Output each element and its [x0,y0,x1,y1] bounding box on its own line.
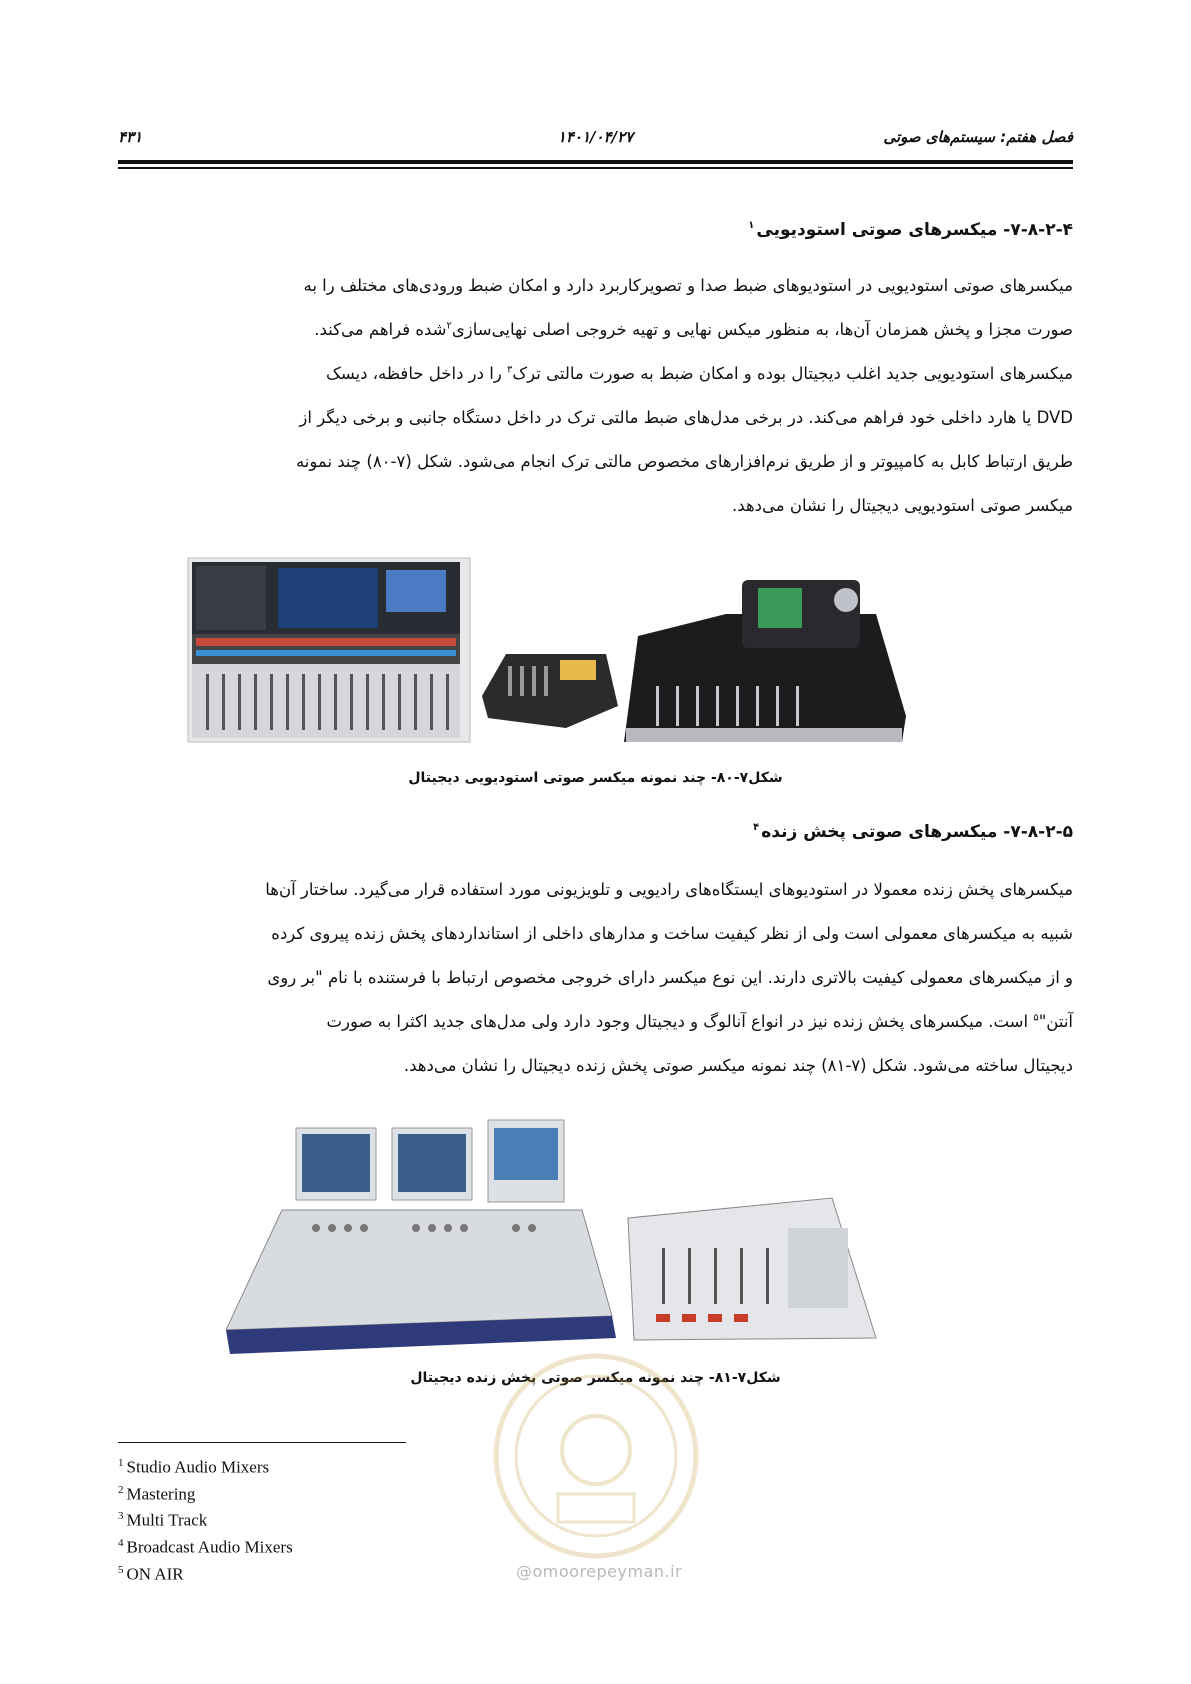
text-line: شبیه به میکسرهای معمولی است ولی از نظر کیفیت ساخت و مدارهای داخلی از استانداردهای پخش زنده پیروی کرده [271,924,1073,943]
digital-portastudio-image [624,580,906,742]
section-heading-studio [118,220,1073,240]
text-line: و از میکسرهای معمولی کیفیت بالاتری دارند. این نوع میکسر دارای خروجی مخصوص ارتباط با فرستنده با نام "بر روی [267,968,1073,987]
footnotes-list [118,1452,293,1585]
footnote-item: $^4$ Broadcast Audio Mixers [118,1536,293,1557]
footnote-item: $^2$ Mastering [118,1483,196,1504]
text-line: میکسرهای پخش زنده معمولا در استودیوهای ایستگاه‌های رادیویی و تلویزیونی مورد استفاده قرار می‌گیرد. ساختار آن‌ها [265,880,1073,899]
text-line: میکسر صوتی استودیویی دیجیتال را نشان می‌دهد. [732,496,1073,515]
compact-broadcast-mixer-image [628,1198,876,1340]
page-number: ۴۳۱ [118,128,143,146]
figure-caption-80: شکل۷-۸۰- چند نمونه میکسر صوتی استودیویی دیجیتال [408,770,783,786]
watermark-site: @omoorepeyman.ir [516,1562,683,1581]
text-line: طریق ارتباط کابل به کامپیوتر و از طریق نرم‌افزارهای مخصوص مالتی ترک انجام می‌شود. شکل (۷-۸۰) چند نمونه [295,452,1073,471]
footnote-item: $^3$ Multi Track [118,1510,208,1530]
footnote-item: $^5$ ON AIR [118,1563,184,1584]
page-header [118,128,1073,152]
paragraph-broadcast [118,868,1073,1088]
footnote-ref: ۲ [446,320,452,332]
footnote-ref: ۳ [507,364,513,376]
heading-text: ۷-۸-۲-۴- میکسرهای صوتی استودیویی [756,220,1073,240]
large-studio-console-image [188,558,470,742]
text-line: دیجیتال ساخته می‌شود. شکل (۷-۸۱) چند نمونه میکسر صوتی پخش زنده دیجیتال را نشان می‌دهد. [403,1056,1073,1075]
text-line: آنتن"$^۵$ است. میکسرهای پخش زنده نیز در انواع آنالوگ و دیجیتال وجود دارد ولی مدل‌های جدید اکثرا به صورت [326,1012,1073,1031]
footnote-ref: ۵ [1033,1012,1039,1024]
section-heading-broadcast [118,822,1073,842]
text-line: DVD یا هارد داخلی خود فراهم می‌کند. در برخی مدل‌های ضبط مالتی ترک در داخل دستگاه جانبی و برخی دیگر از [299,408,1073,427]
figure-broadcast-mixers [226,1118,966,1354]
compact-recorder-image [482,654,618,728]
heading-text: ۷-۸-۲-۵- میکسرهای صوتی پخش زنده [761,822,1073,842]
header-date: ۱۴۰۱/۰۴/۲۷ [557,128,634,146]
chapter-title: فصل هفتم: سیستم‌های صوتی [883,128,1073,146]
footnote-ref: ۴ [753,822,760,834]
text-line: میکسرهای صوتی استودیویی در استودیوهای ضبط صدا و تصویرکاربرد دارد و امکان ضبط ورودی‌های مختلف را به [303,276,1073,295]
footnote-ref: ۱ [748,220,755,232]
footnote-item: $^1$ Studio Audio Mixers [118,1457,270,1477]
paragraph-studio [118,264,1073,528]
large-broadcast-console-image [226,1120,616,1354]
figure-studio-mixers [186,556,986,746]
footnote-divider [118,1442,406,1443]
watermark-seal-logo [486,1346,706,1566]
header-rule-thick [118,160,1073,164]
header-rule-thin [118,167,1073,169]
figure-caption-81: شکل۷-۸۱- چند نمونه میکسر صوتی پخش زنده دیجیتال [410,1370,781,1386]
text-line: صورت مجزا و پخش همزمان آن‌ها، به منظور میکس نهایی و تهیه خروجی اصلی نهایی‌سازی$^۲$شده فراهم می‌کند. [314,320,1073,339]
text-line: میکسرهای استودیویی جدید اغلب دیجیتال بوده و امکان ضبط به صورت مالتی ترک$^۳$ را در داخل حافظه، دیسک [326,364,1073,383]
